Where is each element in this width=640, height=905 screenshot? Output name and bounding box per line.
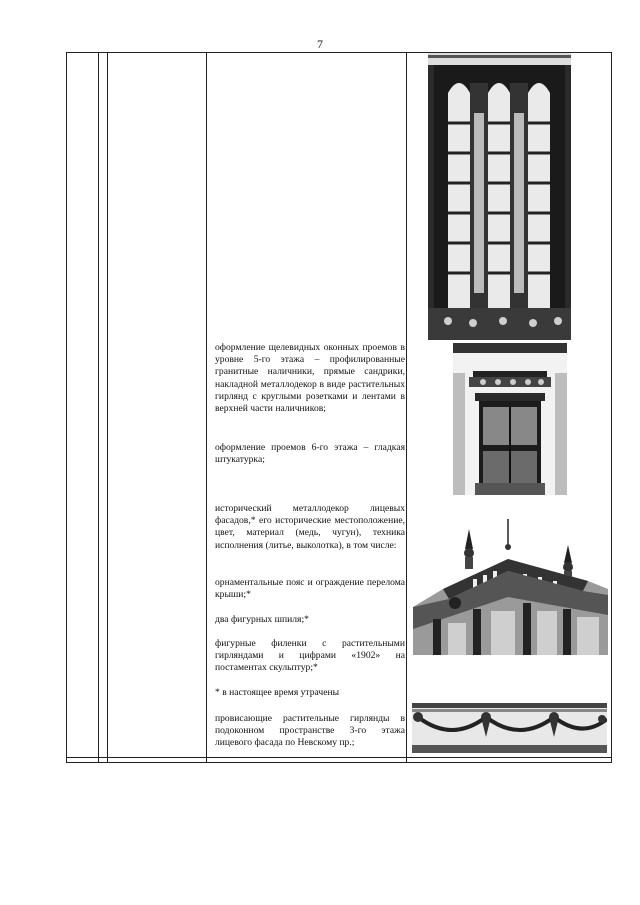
item-metal-decor: исторический металлодекор лицевых фасадов,* его исторические местоположение, цвет, материал (медь, чугун), техника исполнения (литье, выколотка), в том числе: bbox=[215, 503, 405, 551]
item-belts: орнаментальные пояс и ограждение перелома крыши;* bbox=[215, 577, 405, 601]
window-sandrik-photo bbox=[453, 343, 567, 495]
column-divider bbox=[107, 53, 108, 762]
roof-spires-photo bbox=[413, 519, 608, 655]
item-lost-note: * в настоящее время утрачены bbox=[215, 687, 340, 698]
item-windows-6: оформление проемов 6-го этажа – гладкая штукатурка; bbox=[215, 442, 405, 466]
page-number: 7 bbox=[317, 37, 323, 51]
column-divider bbox=[98, 53, 99, 762]
garlands-photo bbox=[412, 703, 607, 753]
row-divider bbox=[67, 757, 611, 758]
item-panels: фигурные филенки с растительными гирляндами и цифрами «1902» на постаментах скульптур;* bbox=[215, 638, 405, 674]
item-windows-5: оформление щелевидных оконных проемов в уровне 5-го этажа – профилированные гранитные наличники, прямые сандрики, накладной металлодекор в виде растительных гирлянд с круглыми розетками и лентами в верхней части наличников; bbox=[215, 342, 405, 415]
item-garlands: провисающие растительные гирлянды в подоконном пространстве 3-го этажа лицевого фасада по Невскому пр.; bbox=[215, 713, 405, 749]
item-spires: два фигурных шпиля;* bbox=[215, 614, 309, 625]
heritage-table bbox=[66, 52, 612, 763]
windows-arcade-photo bbox=[428, 53, 571, 340]
column-divider bbox=[406, 53, 407, 762]
column-divider bbox=[206, 53, 207, 762]
